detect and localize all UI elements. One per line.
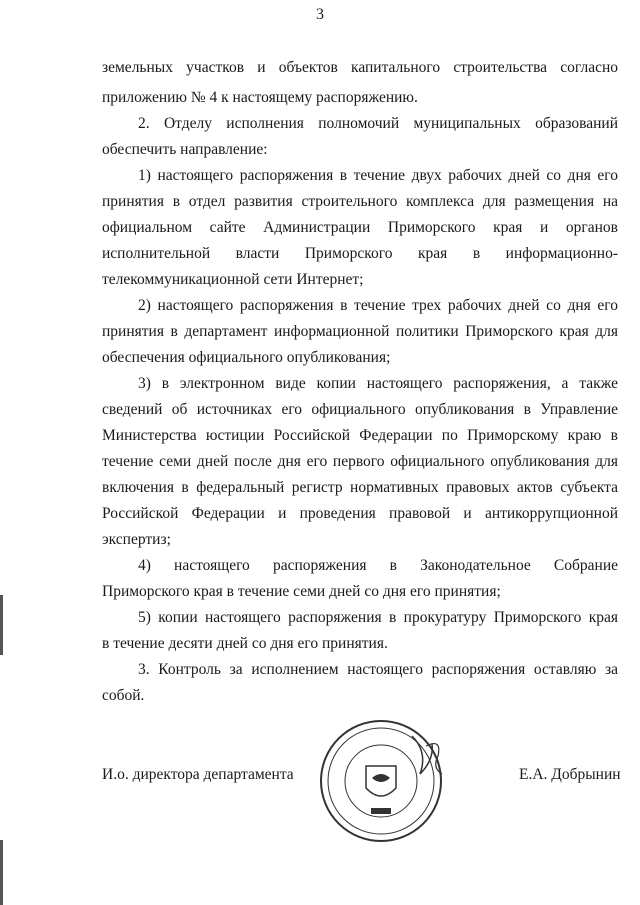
paragraph-line: 3) в электронном виде копии настоящего распоряжения, а также [138,375,618,392]
paragraph-line: обеспечения официального опубликования; [102,349,391,366]
paragraph-line: экспертиз; [102,531,171,548]
paragraph-line: принятия в департамент информационной политики Приморского края для [102,323,618,340]
paragraph-line: приложению № 4 к настоящему распоряжению. [102,89,418,106]
paragraph-line: Министерства юстиции Российской Федерации по Приморскому краю в [102,427,618,444]
scan-edge-mark [0,840,3,905]
paragraph-line: течение семи дней после дня его первого официального опубликования для [102,453,618,470]
paragraph-line: официальном сайте Администрации Приморского края и органов [102,219,618,236]
paragraph-line: включения в федеральный регистр нормативных правовых актов субъекта [102,479,618,496]
official-seal [316,716,446,846]
paragraph-line: обеспечить направление: [102,141,268,158]
paragraph-line: принятия в отдел развития строительного комплекса для размещения на [102,193,618,210]
paragraph-line: телекоммуникационной сети Интернет; [102,271,364,288]
page-number: 3 [316,6,324,23]
scan-edge-mark [0,595,3,655]
paragraph-line: в течение десяти дней со дня его принятия. [102,635,388,652]
paragraph-line: исполнительной власти Приморского края в информационно- [102,245,618,262]
signer-name: Е.А. Добрынин [519,766,621,783]
paragraph-line: собой. [102,687,145,704]
paragraph-line: 5) копии настоящего распоряжения в прокуратуру Приморского края [138,609,618,626]
paragraph-line: Приморского края в течение семи дней со дня его принятия; [102,583,501,600]
paragraph-line: сведений об источниках его официального опубликования в Управление [102,401,618,418]
paragraph-line: 2. Отделу исполнения полномочий муниципальных образований [138,115,618,132]
paragraph-line: 4) настоящего распоряжения в Законодательное Собрание [138,557,618,574]
paragraph-line: 1) настоящего распоряжения в течение двух рабочих дней со дня его [138,167,618,184]
paragraph-line: земельных участков и объектов капитального строительства согласно [102,59,618,76]
paragraph-line: 2) настоящего распоряжения в течение трех рабочих дней со дня его [138,297,618,314]
paragraph-line: Российской Федерации и проведения правовой и антикоррупционной [102,505,618,522]
signer-title: И.о. директора департамента [102,766,294,783]
paragraph-line: 3. Контроль за исполнением настоящего распоряжения оставляю за [138,661,618,678]
